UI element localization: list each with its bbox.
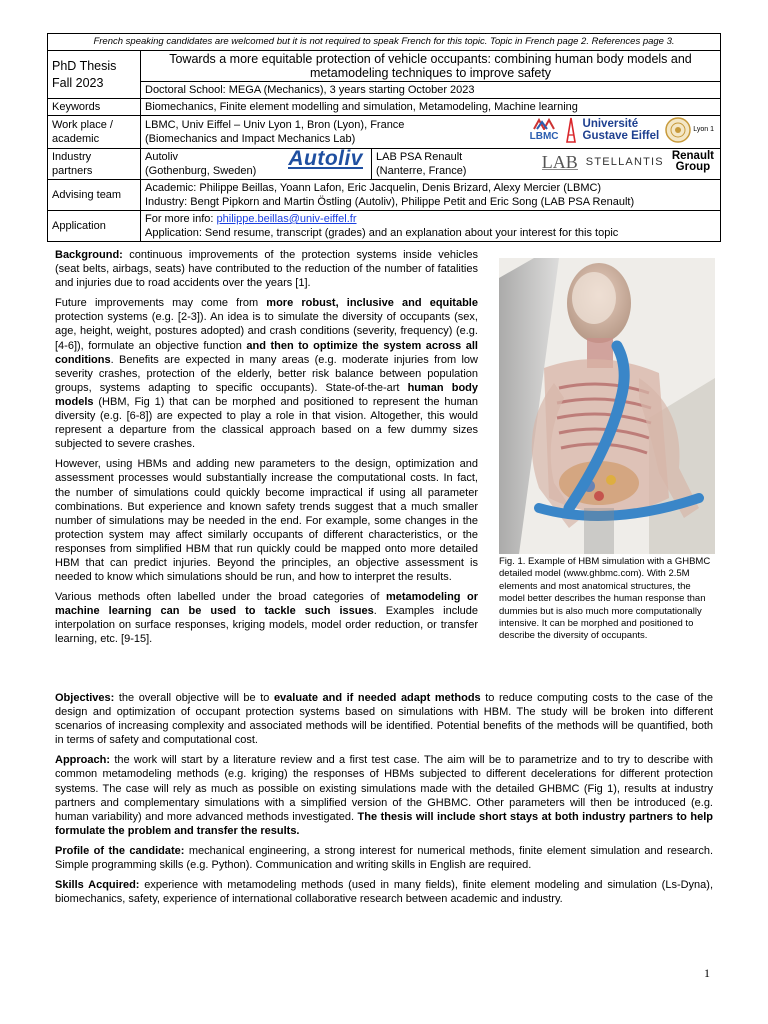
future-text-a: Future improvements may come from: [55, 297, 267, 310]
profile-paragraph: [55, 844, 713, 872]
objectives-text-a: the overall objective will be to: [114, 692, 274, 704]
application-label: Application: [48, 211, 141, 242]
objectives-text-c: to reduce computing costs to the case of the design and optimization of occupant protection systems based on simulations with HBM. The study will be broken into different scenarios of increasing complexity and associated methods will be identified. Potential benefits of the methods will be quantified, both in terms of safety and computational cost.: [55, 692, 713, 747]
page-number: 1: [704, 966, 710, 980]
info-prefix: For more info:: [145, 213, 217, 225]
uge-tower-icon: [565, 117, 577, 143]
background-label: Background:: [55, 249, 123, 261]
workplace-label-line2: academic: [52, 133, 100, 145]
industry-label-line2: partners: [52, 165, 93, 177]
profile-text: mechanical engineering, a strong interest for numerical methods, finite element simulation and research. Simple programming skills (e.g. Python). Communication and writing skills in English are required.: [55, 844, 713, 872]
notice: French speaking candidates are welcomed but it is not required to speak French for this topic. Topic in French page 2. References page 3.: [48, 34, 721, 51]
workplace-label: [48, 116, 141, 149]
lab-logo: LAB: [541, 151, 578, 172]
advising-label: Advising team: [48, 180, 141, 211]
workplace-label-line1: Work place /: [52, 119, 113, 131]
future-text-b: more robust, inclusive and equitable: [266, 297, 478, 310]
future-text-e: . Benefits are expected in many areas (e.g. moderate injuries from low severity crashes, protection of the elderly, better risk balance between population groups, systems adapting to specific occupants). State-of-the-art: [55, 353, 478, 394]
application-text: Application: Send resume, transcript (grades) and an explanation about your interest for this topic: [145, 227, 619, 239]
full-width-section: [55, 691, 713, 912]
term-label: Fall 2023: [52, 75, 104, 90]
approach-text-b: The thesis will include short stays at both industry partners to help formulate the problem and transfer the results.: [55, 810, 713, 837]
workplace-line2: (Biomechanics and Impact Mechanics Lab): [145, 133, 356, 145]
lyon1-logo: [665, 117, 714, 143]
objectives-text-b: evaluate and if needed adapt methods: [273, 692, 481, 704]
industry-label-line1: Industry: [52, 151, 92, 163]
autoliv-logo-text: Autoliv: [288, 147, 363, 170]
stellantis-logo: STELLANTIS: [585, 156, 664, 168]
lbmc-logo-text: LBMC: [529, 131, 559, 142]
however-paragraph: However, using HBMs and adding new parameters to the design, optimization and assessment processes would substantially increase the computational costs. In fact, the number of simulations could quickly become impractical if using all parameter combinations. But experience and known safety trends suggest that a much smaller number of simulations may be needed in the end. For example, some changes in the protection system may affect similarly occupants of different characteristics, or the responses from simplified HBM that run quickly could be mapped onto more detailed HBM that can predict injuries. Beyond the principles, an objective assessment is needed to know which simulations should be run, and how to interpret the results.: [55, 458, 478, 584]
future-text-c: protection systems (e.g. [2-3]). An idea is to simulate the diversity of occupants (sex, age, height, weight, postures adopted) and crash conditions (severity, frequency) (e.g. [4-6]), formulate an objective function: [55, 311, 478, 352]
profile-label: Profile of the candidate:: [55, 844, 185, 857]
approach-paragraph: [55, 753, 713, 838]
autoliv-logo: [288, 147, 363, 170]
industry-label: [48, 149, 141, 180]
thesis-title: Towards a more equitable protection of vehicle occupants: combining human body models and metamodeling techniques to improve safety: [141, 51, 721, 82]
info-line: [145, 212, 716, 226]
hbm-figure: [499, 258, 715, 554]
skills-text: experience with metamodeling methods (used in many fields), finite element modeling and simulation (Ls-Dyna), biomechanics, safety, experience of international collaborative research between academic and industry.: [55, 879, 713, 906]
contact-email-link[interactable]: philippe.beillas@univ-eiffel.fr: [216, 213, 357, 225]
hbm-model-illustration: [499, 258, 715, 554]
advising-cell: [141, 180, 721, 211]
workplace-cell: [141, 116, 721, 149]
thesis-label: PhD Thesis: [52, 58, 117, 73]
methods-paragraph: [55, 590, 478, 646]
lyon1-seal-icon: [665, 117, 691, 143]
lyon1-logo-text: Lyon 1: [693, 126, 714, 133]
psa-name: LAB PSA Renault: [376, 151, 463, 163]
renault-logo: [672, 151, 714, 173]
autoliv-name: Autoliv: [145, 151, 179, 163]
workplace-line1: LBMC, Univ Eiffel – Univ Lyon 1, Bron (Lyon), France: [145, 119, 405, 131]
approach-text-a: the work will start by a literature review and a first test case. The aim will be to parametrize and to try to describe with common metamodeling methods (e.g. kriging) the responses of HBMs subjected to different decelerations for different protection systems. The case will rely as much as possible on existing simulations made with the detailed GHBMC (Fig 1), results at industry partners and complementary simulations with a simplified version of the GHBMC. Other parameters will then be introduced (e.g. human variability) and more advanced methods investigated.: [55, 754, 713, 823]
autoliv-cell: [141, 149, 372, 180]
psa-location: (Nanterre, France): [376, 165, 467, 177]
renault-logo-line1: Renault: [671, 150, 714, 162]
skills-paragraph: [55, 878, 713, 906]
future-text-d: and then to optimize the system across all conditions: [55, 339, 478, 366]
uge-logo: [583, 118, 660, 142]
background-paragraph: [55, 248, 478, 290]
approach-label: Approach:: [55, 754, 110, 767]
keywords: Biomechanics, Finite element modelling and simulation, Metamodeling, Machine learning: [141, 99, 721, 116]
renault-logo-line2: Group: [675, 161, 711, 173]
lbmc-logo: [530, 118, 559, 142]
doctoral-school: Doctoral School: MEGA (Mechanics), 3 years starting October 2023: [141, 82, 721, 99]
methods-text-b: metamodeling or machine learning can be used to tackle such issues: [55, 591, 479, 618]
future-paragraph: [55, 296, 478, 451]
uge-logo-line2: Gustave Eiffel: [582, 130, 660, 142]
thesis-label-cell: [48, 51, 141, 99]
objectives-label: Objectives:: [55, 692, 115, 704]
uge-logo-line1: Université: [582, 118, 639, 130]
future-text-f: human body models: [55, 381, 479, 408]
future-text-g: (HBM, Fig 1) that can be morphed and positioned to represent the human diversity (e.g. [6-8]) are expected to play a role in that vision. Altogether, this would represent a departure from the classical approach based on a few dummy sizes subjected to severe crashes.: [55, 395, 478, 451]
background-text: continuous improvements of the protection systems inside vehicles (seat belts, airbags, seats) have contributed to the reduction of the number of fatalities and injuries due to road accidents over the years [1].: [55, 249, 478, 290]
advising-academic: Academic: Philippe Beillas, Yoann Lafon, Eric Jacquelin, Denis Brizard, Alexy Mercier (LBMC): [145, 182, 602, 194]
skills-label: Skills Acquired:: [55, 879, 140, 892]
left-column: [55, 248, 478, 653]
keywords-label: Keywords: [48, 99, 141, 116]
figure-caption: Fig. 1. Example of HBM simulation with a GHBMC detailed model (www.ghbmc.com). With 2.5M elements and most anatomical structures, the model better describes the human response than dummies but is also much more computationally intensive. It can be morphed and positioned to describe the diversity of occupants.: [499, 556, 711, 642]
methods-text-c: . Examples include interpolation on surface responses, kriging models, model order reduction, or transfer learning, etc. [9-15].: [55, 605, 478, 646]
header-table: [47, 33, 721, 242]
lbmc-mark-icon: [532, 118, 556, 130]
methods-text-a: Various methods often labelled under the broad categories of: [55, 591, 386, 604]
objectives-paragraph: [55, 691, 713, 747]
application-cell: [141, 211, 721, 242]
autoliv-location: (Gothenburg, Sweden): [145, 165, 257, 177]
psa-cell: [372, 149, 721, 180]
advising-industry: Industry: Bengt Pipkorn and Martin Östling (Autoliv), Philippe Petit and Eric Song (LAB PSA Renault): [145, 196, 635, 208]
industry-logos: [542, 151, 714, 173]
academic-logos: [530, 117, 714, 143]
